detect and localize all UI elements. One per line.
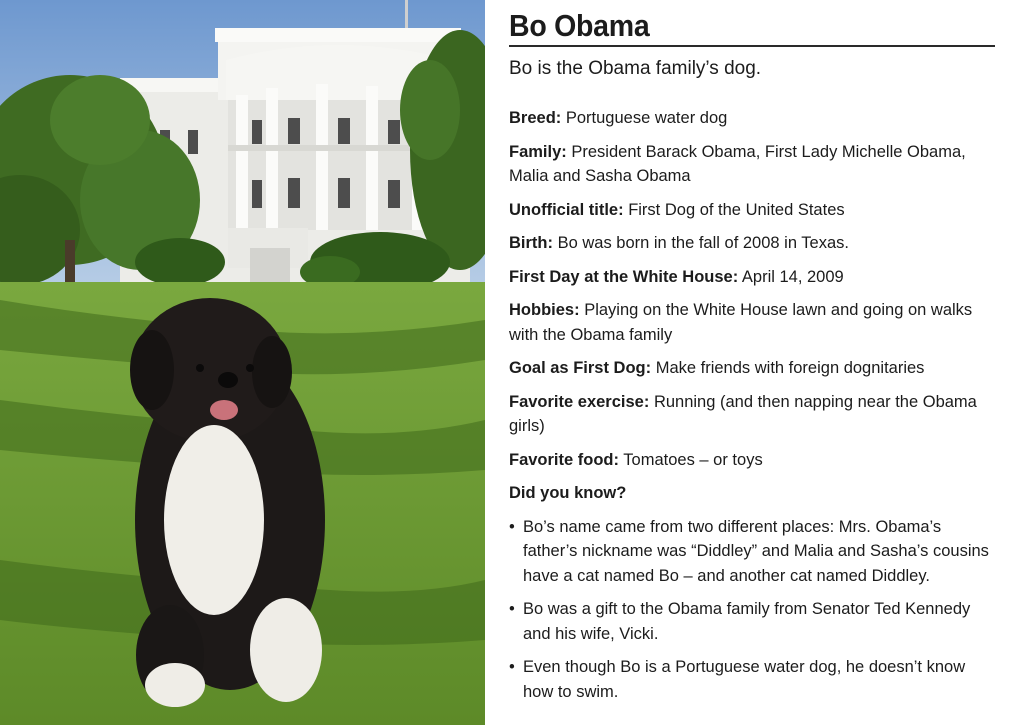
fact-label: Family: [509,142,567,161]
fact-label: Favorite exercise: [509,392,650,411]
list-item: • Even though Bo is a Portuguese water dog, he doesn’t know how to swim. [509,655,995,704]
fact-label: Hobbies: [509,301,580,319]
fact-label: Unofficial title: [509,200,624,219]
fact-label: Favorite food: [509,450,619,469]
subtitle: Bo is the Obama family’s dog. [509,58,762,79]
fact-value: Make friends with foreign dognitaries [655,359,925,377]
fact-first-day [509,265,995,290]
did-you-know-heading: Did you know? [509,484,627,502]
fact-value: Portuguese water dog [565,109,728,127]
fact-label: Breed: [509,109,562,127]
fact-value: First Dog of the United States [628,200,845,219]
title-divider [509,45,995,47]
fact-label: Goal as First Dog: [509,359,652,377]
fact-label: Birth: [509,234,553,252]
fact-goal [509,356,995,381]
list-item: • Bo was a gift to the Obama family from Senator Ted Kennedy and his wife, Vicki. [509,597,995,646]
list-item: • Bo’s name came from two different places: Mrs. Obama’s father’s nickname was “Diddley” and Malia and Sasha’s cousins have a cat named Bo – and another cat named Diddley. [509,515,995,589]
fact-value: Bo was born in the fall of 2008 in Texas. [557,234,849,252]
fact-favorite-food [509,448,995,473]
photo-white-house-lawn-dog [0,0,485,725]
fact-hobbies [509,298,995,347]
fact-value: Tomatoes – or toys [623,450,763,469]
fact-unofficial-title [509,198,995,223]
fact-value: April 14, 2009 [741,267,844,286]
page-title: Bo Obama [509,8,650,43]
fact-value: Running (and then napping near the Obama girls) [509,392,977,435]
fact-birth [509,231,995,256]
fact-family [509,140,995,189]
did-you-know-list [509,515,995,705]
facts-list [509,106,995,713]
fact-label: First Day at the White House: [509,267,739,286]
fact-breed [509,106,995,131]
fact-value: President Barack Obama, First Lady Michelle Obama, Malia and Sasha Obama [509,142,966,185]
fact-value: Playing on the White House lawn and going on walks with the Obama family [509,301,973,344]
fact-favorite-exercise [509,390,995,439]
